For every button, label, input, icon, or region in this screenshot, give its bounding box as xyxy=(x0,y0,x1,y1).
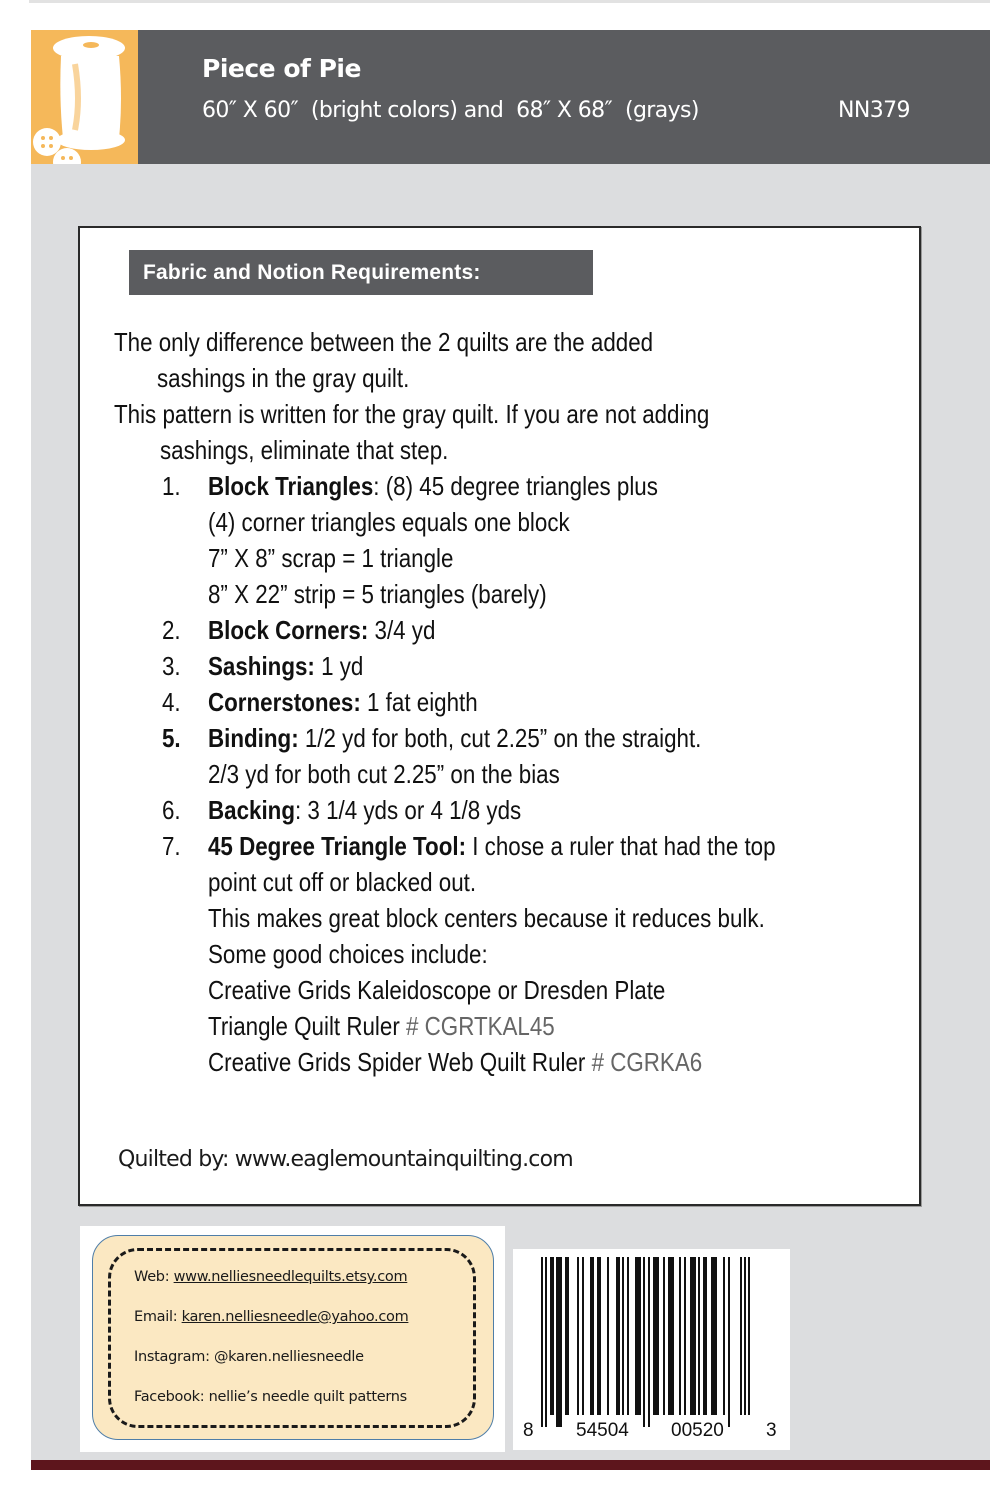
item-number: 7. xyxy=(162,831,181,861)
item-label: Sashings: xyxy=(208,651,315,681)
ruler-sku: # CGRKA6 xyxy=(591,1047,703,1077)
item-number: 4. xyxy=(162,687,181,717)
requirement-item-block-corners: Block Corners: 3/4 yd xyxy=(208,615,436,645)
pattern-code: NN379 xyxy=(838,98,910,123)
contact-email: Email: karen.nelliesneedle@yahoo.com xyxy=(134,1309,409,1325)
top-rule xyxy=(29,0,990,3)
requirement-item-triangle-tool: 45 Degree Triangle Tool: I chose a ruler that had the top xyxy=(208,831,776,861)
requirement-item-backing: Backing: 3 1/4 yds or 4 1/8 yds xyxy=(208,795,522,825)
item-detail: This makes great block centers because it reduces bulk. xyxy=(208,903,765,933)
item-detail: 2/3 yd for both cut 2.25” on the bias xyxy=(208,759,560,789)
barcode-icon xyxy=(541,1257,763,1427)
item-number: 1. xyxy=(162,471,181,501)
item-detail: point cut off or blacked out. xyxy=(208,867,477,897)
item-label: Block Corners: xyxy=(208,615,369,645)
item-number: 6. xyxy=(162,795,181,825)
thread-spool-icon xyxy=(31,30,138,164)
barcode-right-group: 00520 xyxy=(671,1420,724,1441)
contact-facebook: Facebook: nellie’s needle quilt patterns xyxy=(134,1389,407,1405)
item-label: Cornerstones: xyxy=(208,687,361,717)
requirement-item-block-triangles: Block Triangles: (8) 45 degree triangles plus xyxy=(208,471,658,501)
bottom-stripe xyxy=(31,1460,990,1470)
section-heading: Fabric and Notion Requirements: xyxy=(129,250,593,295)
intro-line-2: sashings in the gray quilt. xyxy=(157,363,410,393)
contact-web: Web: www.nelliesneedlequilts.etsy.com xyxy=(134,1269,408,1285)
ruler-sku: # CGRTKAL45 xyxy=(406,1011,555,1041)
item-number: 2. xyxy=(162,615,181,645)
item-label: Binding: xyxy=(208,723,299,753)
pattern-title: Piece of Pie xyxy=(202,54,361,83)
requirement-item-sashings: Sashings: 1 yd xyxy=(208,651,364,681)
barcode-left-group: 54504 xyxy=(576,1420,629,1441)
pattern-sizes: 60″ X 60″ (bright colors) and 68″ X 68″ (grays) xyxy=(202,98,699,123)
item-detail: (4) corner triangles equals one block xyxy=(208,507,570,537)
intro-line-1: The only difference between the 2 quilts are the added xyxy=(114,327,654,357)
item-label: Backing xyxy=(208,795,295,825)
email-link[interactable]: karen.nelliesneedle@yahoo.com xyxy=(181,1309,409,1325)
header-bar xyxy=(31,30,990,164)
item-detail: Some good choices include: xyxy=(208,939,488,969)
item-detail: Creative Grids Kaleidoscope or Dresden Plate xyxy=(208,975,666,1005)
item-label: Block Triangles xyxy=(208,471,374,501)
ruler-line: Triangle Quilt Ruler # CGRTKAL45 xyxy=(208,1011,555,1041)
item-label: 45 Degree Triangle Tool: xyxy=(208,831,467,861)
item-detail: 7” X 8” scrap = 1 triangle xyxy=(208,543,454,573)
barcode-first-digit: 8 xyxy=(523,1420,534,1441)
requirement-item-cornerstones: Cornerstones: 1 fat eighth xyxy=(208,687,478,717)
item-number: 5. xyxy=(162,723,181,753)
ruler-line: Creative Grids Spider Web Quilt Ruler # CGRKA6 xyxy=(208,1047,703,1077)
item-detail: 8” X 22” strip = 5 triangles (barely) xyxy=(208,579,547,609)
quilted-by-credit: Quilted by: www.eaglemountainquilting.com xyxy=(118,1147,573,1172)
barcode-check-digit: 3 xyxy=(766,1420,777,1441)
item-number: 3. xyxy=(162,651,181,681)
intro-line-3: This pattern is written for the gray quilt. If you are not adding xyxy=(114,399,710,429)
contact-instagram: Instagram: @karen.nelliesneedle xyxy=(134,1349,364,1365)
intro-line-4: sashings, eliminate that step. xyxy=(160,435,449,465)
web-link[interactable]: www.nelliesneedlequilts.etsy.com xyxy=(173,1269,408,1285)
requirement-item-binding: Binding: 1/2 yd for both, cut 2.25” on the straight. xyxy=(208,723,702,753)
